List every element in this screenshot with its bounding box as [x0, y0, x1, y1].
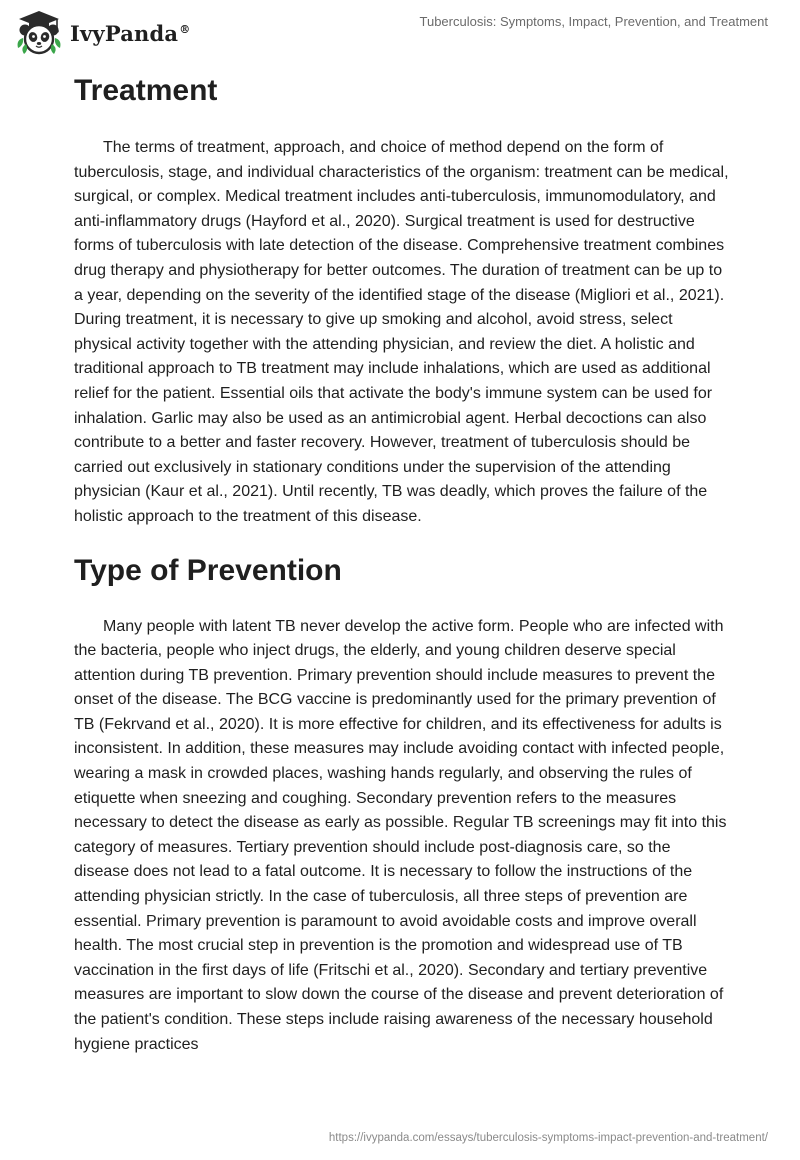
brand-name: IvyPanda®: [70, 20, 191, 46]
heading-type-of-prevention: Type of Prevention: [74, 553, 342, 587]
essay-content: [74, 66, 730, 1057]
heading-treatment: Treatment: [74, 74, 218, 107]
panda-graduate-icon: [14, 8, 64, 58]
source-url-link[interactable]: https://ivypanda.com/essays/tuberculosis-symptoms-impact-prevention-and-treatment/: [328, 1132, 768, 1144]
page-header: [0, 0, 800, 62]
paragraph-prevention: Many people with latent TB never develop the active form. People who are infected with the bacteria, people who inject drugs, the elderly, and young children deserve special attention during TB prevention. Primary prevention should include measures to prevent the onset of the disease. The BCG vaccine is predominantly used for the primary prevention of TB (Fekrvand et al., 2020). It is more effective for children, and its effectiveness for adults is inconsistent. In addition, these measures may include avoiding contact with infected people, wearing a mask in crowded places, washing hands regularly, and observing the rules of etiquette when sneezing and coughing. Secondary prevention refers to the measures necessary to detect the disease as early as possible. Regular TB screenings may fit into this category of measures. Tertiary prevention should include post-diagnosis care, so the disease does not lead to a fatal outcome. It is necessary to follow the instructions of the attending physician strictly. In the case of tuberculosis, all three steps of prevention are essential. Primary prevention is paramount to avoid avoidable costs and improve overall health. The most crucial step in prevention is the promotion and widespread use of TB vaccination in the first days of life (Fritschi et al., 2020). Secondary and tertiary preventive measures are important to slow down the course of the disease and prevent deterioration of the patient's condition. These steps include raising awareness of the necessary household hygiene practices: [74, 617, 727, 1053]
ivypanda-logo[interactable]: [14, 8, 190, 58]
document-title: Tuberculosis: Symptoms, Impact, Prevention, and Treatment: [419, 14, 768, 29]
paragraph-treatment: The terms of treatment, approach, and choice of method depend on the form of tuberculosis, stage, and individual characteristics of the organism: treatment can be medical, surgical, or complex. Medical treatment includes anti-tuberculosis, immunomodulatory, and anti-inflammatory drugs (Hayford et al., 2020). Surgical treatment is used for destructive forms of tuberculosis with late detection of the disease. Comprehensive treatment combines drug therapy and physiotherapy for better outcomes. The duration of treatment can be up to a year, depending on the severity of the identified stage of the disease (Migliori et al., 2021). During treatment, it is necessary to give up smoking and alcohol, avoid stress, select physical activity together with the attending physician, and review the diet. A holistic and traditional approach to TB treatment may include inhalations, which are used as additional relief for the patient. Essential oils that activate the body's immune system can be used for inhalation. Garlic may also be used as an antimicrobial agent. Herbal decoctions can also contribute to a better and faster recovery. However, treatment of tuberculosis should be carried out exclusively in stationary conditions under the supervision of the attending physician (Kaur et al., 2021). Until recently, TB was deadly, which proves the failure of the holistic approach to the treatment of this disease.: [74, 139, 729, 525]
registered-mark: ®: [179, 22, 191, 36]
